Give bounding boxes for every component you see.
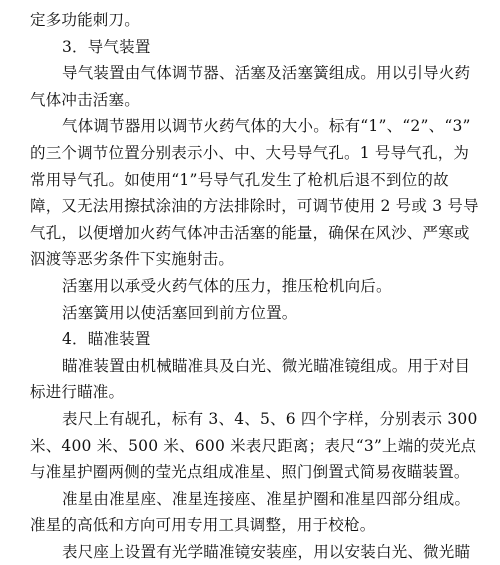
text-line-10: 泅渡等恶劣条件下实施射击。 (30, 250, 235, 269)
section-heading-gas-system: 3．导气装置 (62, 37, 151, 56)
text-line-14: 瞄准装置由机械瞄准具及白光、微光瞄准镜组成。用于对目 (62, 356, 471, 375)
text-line-12: 活塞簧用以使活塞回到前方位置。 (62, 303, 298, 322)
section-heading-sighting-system: 4．瞄准装置 (62, 330, 151, 349)
text-line-1: 定多功能刺刀。 (30, 11, 140, 29)
text-line-9: 气孔，以便增加火药气体冲击活塞的能量，确保在风沙、严寒或 (30, 223, 470, 242)
text-line-4: 气体冲击活塞。 (30, 90, 140, 109)
text-line-21: 表尺座上设置有光学瞄准镜安装座，用以安装白光、微光瞄 (62, 542, 471, 561)
text-line-3: 导气装置由气体调节器、活塞及活塞簧组成。用以引导火药 (62, 64, 471, 83)
text-line-6: 的三个调节位置分别表示小、中、大号导气孔。1 号导气孔，为 (30, 143, 470, 162)
text-line-16: 表尺上有觇孔，标有 3、4、5、6 四个字样，分别表示 300 (62, 409, 478, 428)
text-line-17: 米、400 米、500 米、600 米表尺距离；表尺“3”上端的荧光点 (30, 436, 477, 455)
text-line-8: 障，又无法用擦拭涂油的方法排除时，可调节使用 2 号或 3 号导 (30, 197, 479, 216)
text-line-20: 准星的高低和方向可用专用工具调整，用于校枪。 (30, 516, 376, 535)
text-line-18: 与准星护圈两侧的莹光点组成准星、照门倒置式简易夜瞄装置。 (30, 463, 470, 482)
text-line-5: 气体调节器用以调节火药气体的大小。标有“1”、“2”、“3” (62, 117, 471, 136)
text-line-15: 标进行瞄准。 (30, 383, 125, 402)
text-line-19: 准星由准星座、准星连接座、准星护圈和准星四部分组成。 (62, 489, 471, 508)
text-line-11: 活塞用以承受火药气体的压力，推压枪机向后。 (62, 276, 392, 295)
text-line-7: 常用导气孔。如使用“1”号导气孔发生了枪机后退不到位的故 (30, 170, 449, 189)
